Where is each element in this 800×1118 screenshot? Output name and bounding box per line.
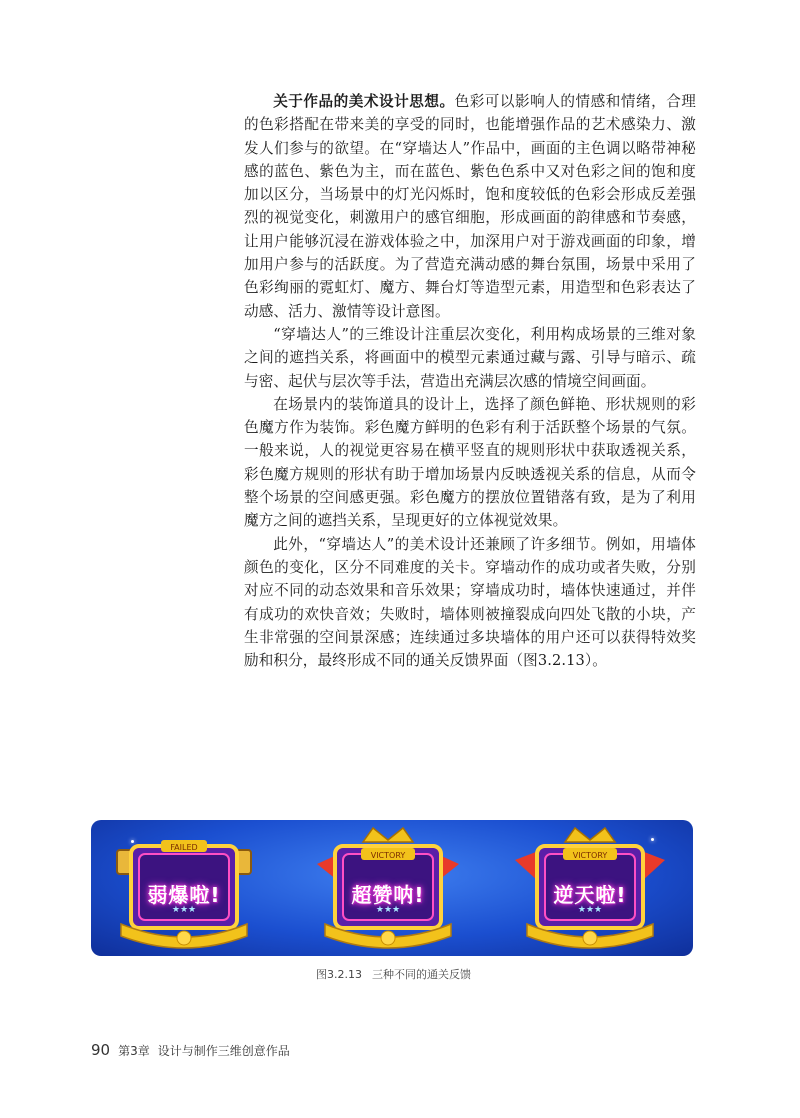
svg-text:★★★: ★★★ (375, 905, 401, 915)
victory-badge-1-word: 超赞呐! (351, 883, 425, 907)
svg-text:FAILED: FAILED (170, 843, 198, 852)
victory-badge-2 (505, 824, 675, 952)
figure-caption (316, 966, 616, 982)
paragraph-2: “穿墙达人”的三维设计注重层次变化，利用构成场景的三维对象之间的遮挡关系，将画面中的模型元素通过藏与露、引导与暗示、疏与密、起伏与层次等手法，营造出充满层次感的情境空间画面。 (244, 325, 696, 390)
page-number: 90 (91, 1041, 111, 1059)
victory-badge-2-word: 逆天啦! (553, 883, 627, 907)
paragraph-lead: 关于作品的美术设计思想。 (273, 93, 455, 110)
figure-caption-text: 三种不同的通关反馈 (372, 968, 471, 981)
figure-number: 图3.2.13 (316, 968, 362, 981)
paragraph-1 (244, 90, 696, 323)
body-text (244, 90, 696, 672)
chapter-title: 设计与制作三维创意作品 (157, 1044, 290, 1058)
svg-text:★★★: ★★★ (171, 905, 197, 915)
chapter-label: 第3章 (118, 1044, 150, 1058)
victory-badge-1 (303, 824, 473, 952)
page-footer (91, 1041, 290, 1059)
paragraph-3: 在场景内的装饰道具的设计上，选择了颜色鲜艳、形状规则的彩色魔方作为装饰。彩色魔方鲜明的色彩有利于活跃整个场景的气氛。一般来说，人的视觉更容易在横平竖直的规则形状中获取透视关系，彩色魔方规则的形状有助于增加场景内反映透视关系的信息，从而令整个场景的空间感更强。彩色魔方的摆放位置错落有致，是为了利用魔方之间的遮挡关系，呈现更好的立体视觉效果。 (244, 395, 696, 530)
svg-text:VICTORY: VICTORY (572, 851, 608, 860)
paragraph-1-text: 色彩可以影响人的情感和情绪，合理的色彩搭配在带来美的享受的同时，也能增强作品的艺术感染力、激发人们参与的欲望。在“穿墙达人”作品中，画面的主色调以略带神秘感的蓝色、紫色为主，而在蓝色、紫色色系中又对色彩之间的饱和度加以区分，当场景中的灯光闪烁时，饱和度较低的色彩会形成反差强烈的视觉变化，刺激用户的感官细胞，形成画面的韵律感和节奏感，让用户能够沉浸在游戏体验之中，加深用户对于游戏画面的印象，增加用户参与的活跃度。为了营造充满动感的舞台氛围，场景中采用了色彩绚丽的霓虹灯、魔方、舞台灯等造型元素，用造型和色彩表达了动感、活力、激情等设计意图。 (244, 93, 696, 320)
svg-text:VICTORY: VICTORY (370, 851, 406, 860)
feedback-figure (91, 820, 693, 956)
paragraph-4: 此外，“穿墙达人”的美术设计还兼顾了许多细节。例如，用墙体颜色的变化，区分不同难度的关卡。穿墙动作的成功或者失败，分别对应不同的动态效果和音乐效果；穿墙成功时，墙体快速通过，并伴有成功的欢快音效；失败时，墙体则被撞裂成向四处飞散的小块，产生非常强的空间景深感；连续通过多块墙体的用户还可以获得特效奖励和积分，最终形成不同的通关反馈界面（图3.2.13）。 (244, 535, 696, 670)
fail-badge (99, 824, 269, 952)
fail-badge-word: 弱爆啦! (147, 883, 221, 907)
svg-text:★★★: ★★★ (577, 905, 603, 915)
